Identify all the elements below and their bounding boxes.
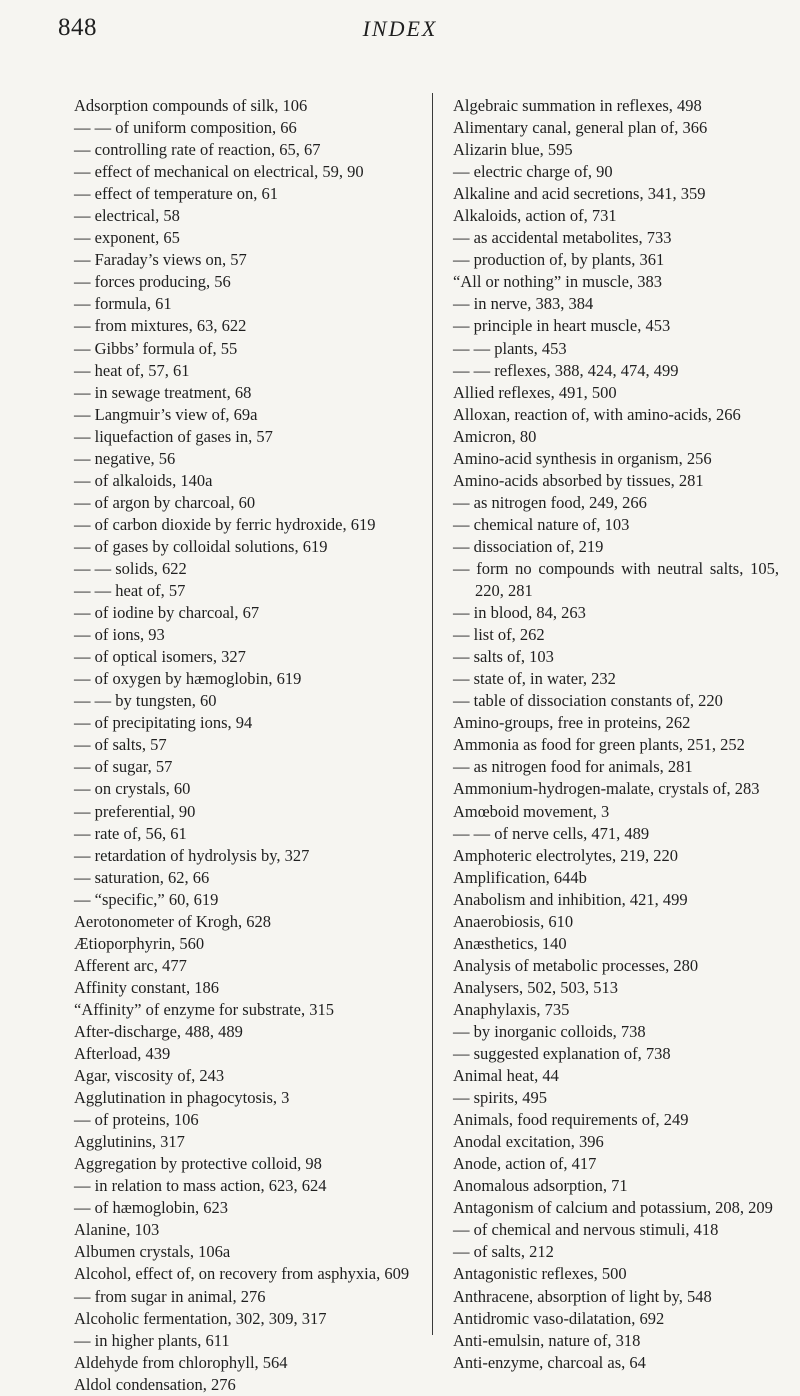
index-entry: — as nitrogen food for animals, 281: [453, 757, 693, 777]
index-entry: — on crystals, 60: [74, 779, 191, 799]
index-entry: — state of, in water, 232: [453, 669, 616, 689]
index-entry: Anaerobiosis, 610: [453, 911, 574, 931]
index-entry: Aldehyde from chlorophyll, 564: [74, 1352, 288, 1372]
index-entry: Alimentary canal, general plan of, 366: [453, 118, 708, 138]
index-entry: Amphoteric electrolytes, 219, 220: [453, 845, 678, 865]
index-entry: — table of dissociation constants of, 220: [453, 691, 723, 711]
index-entry: — forces producing, 56: [74, 272, 231, 292]
index-entry: — — heat of, 57: [74, 581, 186, 601]
index-entry: — principle in heart muscle, 453: [453, 316, 671, 336]
index-entry: — liquefaction of gases in, 57: [74, 426, 273, 446]
index-entry: — spirits, 495: [453, 1088, 547, 1108]
index-entry: — — of nerve cells, 471, 489: [453, 823, 650, 843]
index-entry: — from sugar in animal, 276: [74, 1286, 266, 1306]
index-entry: — preferential, 90: [74, 801, 196, 821]
index-entry: Animal heat, 44: [453, 1066, 559, 1086]
index-entry: — controlling rate of reaction, 65, 67: [74, 140, 321, 160]
index-entry: Amino-groups, free in proteins, 262: [453, 713, 691, 733]
index-entry: Anti-enzyme, charcoal as, 64: [453, 1352, 646, 1372]
index-entry: — from mixtures, 63, 622: [74, 316, 247, 336]
index-column-right: [453, 95, 779, 1374]
index-entry: Anti-emulsin, nature of, 318: [453, 1330, 641, 1350]
index-entry: — — by tungsten, 60: [74, 691, 217, 711]
index-entry: — dissociation of, 219: [453, 536, 604, 556]
index-entry: “All or nothing” in muscle, 383: [453, 272, 662, 292]
index-entry: — production of, by plants, 361: [453, 250, 665, 270]
index-entry: — in higher plants, 611: [74, 1330, 230, 1350]
index-entry: Anode, action of, 417: [453, 1154, 597, 1174]
index-entry: — of gases by colloidal solutions, 619: [74, 536, 328, 556]
index-entry: — negative, 56: [74, 448, 176, 468]
index-entry: — of chemical and nervous stimuli, 418: [453, 1220, 719, 1240]
page-number: 848: [58, 14, 97, 41]
index-entry: — — reflexes, 388, 424, 474, 499: [453, 360, 679, 380]
index-entry: — of proteins, 106: [74, 1110, 199, 1130]
index-entry: Anabolism and inhibition, 421, 499: [453, 889, 688, 909]
index-entry: Allied reflexes, 491, 500: [453, 382, 617, 402]
index-entry: — by inorganic colloids, 738: [453, 1021, 646, 1041]
index-entry: Anæsthetics, 140: [453, 933, 567, 953]
index-entry: — in blood, 84, 263: [453, 603, 586, 623]
index-entry: Analysers, 502, 503, 513: [453, 977, 618, 997]
index-entry: After-discharge, 488, 489: [74, 1021, 243, 1041]
index-entry: — electrical, 58: [74, 206, 180, 226]
running-head: INDEX: [362, 16, 438, 41]
index-entry: — — solids, 622: [74, 558, 187, 578]
index-entry: Ætioporphyrin, 560: [74, 933, 205, 953]
index-entry: Anaphylaxis, 735: [453, 999, 570, 1019]
index-entry: — effect of temperature on, 61: [74, 184, 279, 204]
index-entry: — saturation, 62, 66: [74, 867, 210, 887]
index-entry: — effect of mechanical on electrical, 59, 90: [74, 162, 364, 182]
index-entry: Anomalous adsorption, 71: [453, 1176, 628, 1196]
index-entry: Albumen crystals, 106a: [74, 1242, 231, 1262]
index-entry: — in nerve, 383, 384: [453, 294, 594, 314]
index-entry: Alkaline and acid secretions, 341, 359: [453, 184, 706, 204]
index-entry: — as accidental metabolites, 733: [453, 228, 672, 248]
index-entry: — of salts, 212: [453, 1242, 554, 1262]
index-entry: — in relation to mass action, 623, 624: [74, 1176, 327, 1196]
index-entry: — of argon by charcoal, 60: [74, 492, 256, 512]
index-entry: Agglutination in phagocytosis, 3: [74, 1088, 290, 1108]
index-entry: Affinity constant, 186: [74, 977, 219, 997]
index-entry: Anodal excitation, 396: [453, 1132, 604, 1152]
index-entry: — of ions, 93: [74, 625, 165, 645]
index-entry: — as nitrogen food, 249, 266: [453, 492, 647, 512]
index-entry: Anthracene, absorption of light by, 548: [453, 1286, 712, 1306]
index-entry: Amino-acid synthesis in organism, 256: [453, 448, 712, 468]
index-entry: — suggested explanation of, 738: [453, 1044, 671, 1064]
index-entry: — of oxygen by hæmoglobin, 619: [74, 669, 302, 689]
index-entry: — electric charge of, 90: [453, 162, 613, 182]
index-entry: — of carbon dioxide by ferric hydroxide, 619: [74, 514, 376, 534]
index-entry: “Affinity” of enzyme for substrate, 315: [74, 999, 334, 1019]
index-entry: Afterload, 439: [74, 1044, 171, 1064]
index-entry: — list of, 262: [453, 625, 545, 645]
index-entry: Agglutinins, 317: [74, 1132, 185, 1152]
index-entry: — of alkaloids, 140a: [74, 470, 213, 490]
index-entry: — heat of, 57, 61: [74, 360, 190, 380]
index-entry: Amplification, 644b: [453, 867, 587, 887]
index-entry: Antagonism of calcium and potassium, 208, 209: [453, 1198, 773, 1218]
index-entry: — of salts, 57: [74, 735, 167, 755]
index-entry: — salts of, 103: [453, 647, 554, 667]
index-entry: Alcohol, effect of, on recovery from asphyxia, 609: [74, 1264, 410, 1284]
index-entry: Antagonistic reflexes, 500: [453, 1264, 627, 1284]
index-entry: Afferent arc, 477: [74, 955, 187, 975]
index-entry: Aldol condensation, 276: [74, 1374, 236, 1394]
index-entry: Alcoholic fermentation, 302, 309, 317: [74, 1308, 327, 1328]
index-entry: Alizarin blue, 595: [453, 140, 573, 160]
index-entry: Ammonium-hydrogen-malate, crystals of, 283: [453, 779, 760, 799]
index-entry: Amino-acids absorbed by tissues, 281: [453, 470, 704, 490]
index-entry: — of sugar, 57: [74, 757, 173, 777]
index-entry: — formula, 61: [74, 294, 172, 314]
index-entry: Algebraic summation in reflexes, 498: [453, 96, 702, 115]
index-entry: — Faraday’s views on, 57: [74, 250, 247, 270]
index-entry: — Gibbs’ formula of, 55: [74, 338, 238, 358]
index-entry: — Langmuir’s view of, 69a: [74, 404, 258, 424]
index-entry: — form no compounds with neutral salts, 105, 220, 281: [453, 558, 779, 601]
index-entry: Animals, food requirements of, 249: [453, 1110, 689, 1130]
index-entry: — of precipitating ions, 94: [74, 713, 253, 733]
index-entry: Amœboid movement, 3: [453, 801, 610, 821]
index-entry: Aggregation by protective colloid, 98: [74, 1154, 322, 1174]
index-entry: — of iodine by charcoal, 67: [74, 603, 260, 623]
index-entry: Ammonia as food for green plants, 251, 252: [453, 735, 745, 755]
index-entry: Alloxan, reaction of, with amino-acids, 266: [453, 404, 741, 424]
index-entry: — in sewage treatment, 68: [74, 382, 252, 402]
index-entry: Analysis of metabolic processes, 280: [453, 955, 699, 975]
index-entry: Aerotonometer of Krogh, 628: [74, 911, 272, 931]
index-entry: — chemical nature of, 103: [453, 514, 630, 534]
index-column-left: [74, 95, 426, 1396]
index-entry: — — of uniform composition, 66: [74, 118, 297, 138]
index-entry: Amicron, 80: [453, 426, 537, 446]
index-entry: Adsorption compounds of silk, 106: [74, 96, 308, 115]
index-entry: — retardation of hydrolysis by, 327: [74, 845, 310, 865]
column-divider: [432, 93, 433, 1335]
index-entry: — of optical isomers, 327: [74, 647, 246, 667]
index-entry: — — plants, 453: [453, 338, 567, 358]
index-entry: — “specific,” 60, 619: [74, 889, 219, 909]
index-entry: — exponent, 65: [74, 228, 180, 248]
index-entry: — of hæmoglobin, 623: [74, 1198, 229, 1218]
index-entry: Antidromic vaso-dilatation, 692: [453, 1308, 665, 1328]
index-entry: Agar, viscosity of, 243: [74, 1066, 225, 1086]
index-entry: — rate of, 56, 61: [74, 823, 187, 843]
index-entry: Alanine, 103: [74, 1220, 160, 1240]
index-entry: Alkaloids, action of, 731: [453, 206, 617, 226]
